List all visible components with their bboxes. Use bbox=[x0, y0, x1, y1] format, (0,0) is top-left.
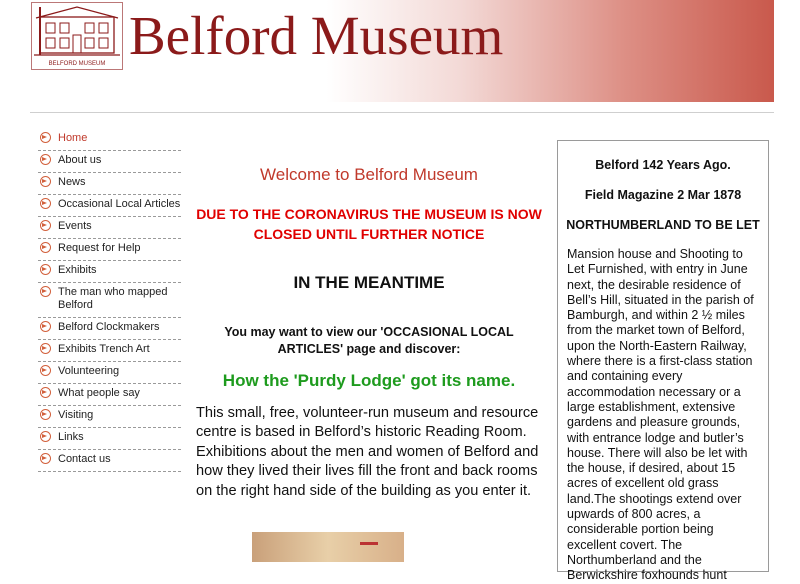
arrow-circle-icon bbox=[40, 387, 51, 398]
arrow-circle-icon bbox=[40, 453, 51, 464]
nav-label: Exhibits bbox=[58, 264, 97, 276]
welcome-heading: Welcome to Belford Museum bbox=[260, 165, 478, 184]
nav-label: Belford Clockmakers bbox=[58, 321, 160, 333]
meantime-heading: IN THE MEANTIME bbox=[293, 273, 445, 292]
nav-item-exhibits-trench-art[interactable] bbox=[38, 340, 181, 362]
nav-item-events[interactable] bbox=[38, 217, 181, 239]
purdy-lodge-link[interactable]: How the 'Purdy Lodge' got its name. bbox=[222, 371, 516, 390]
arrow-circle-icon bbox=[40, 242, 51, 253]
nav-item-occasional-local-articles[interactable] bbox=[38, 195, 181, 217]
sidebar-nav bbox=[38, 129, 181, 472]
nav-label: Occasional Local Articles bbox=[58, 198, 181, 210]
arrow-circle-icon bbox=[40, 132, 51, 143]
nav-item-visiting[interactable] bbox=[38, 406, 181, 428]
article-heading-title: NORTHUMBERLAND TO BE LET bbox=[566, 218, 760, 232]
arrow-circle-icon bbox=[40, 365, 51, 376]
nav-label: Home bbox=[58, 132, 88, 144]
articles-prompt: You may want to view our 'OCCASIONAL LOCAL ARTICLES' page and discover: bbox=[224, 325, 514, 356]
logo-caption: BELFORD MUSEUM bbox=[48, 61, 106, 67]
site-header bbox=[28, 0, 774, 102]
article-heading-year: Belford 142 Years Ago. bbox=[595, 158, 731, 172]
nav-item-contact-us[interactable] bbox=[38, 450, 181, 472]
nav-item-news[interactable] bbox=[38, 173, 181, 195]
nav-item-what-people-say[interactable] bbox=[38, 384, 181, 406]
arrow-circle-icon bbox=[40, 286, 51, 297]
nav-label: Request for Help bbox=[58, 242, 141, 254]
museum-building-icon bbox=[32, 3, 122, 61]
nav-item-volunteering[interactable] bbox=[38, 362, 181, 384]
site-title[interactable]: Belford Museum bbox=[129, 5, 504, 66]
nav-item-home[interactable] bbox=[38, 129, 181, 151]
arrow-circle-icon bbox=[40, 409, 51, 420]
arrow-circle-icon bbox=[40, 343, 51, 354]
arrow-circle-icon bbox=[40, 198, 51, 209]
nav-label: Volunteering bbox=[58, 365, 120, 377]
arrow-circle-icon bbox=[40, 321, 51, 332]
nav-label: The man who mapped Belford bbox=[58, 286, 168, 311]
nav-label: Events bbox=[58, 220, 92, 232]
nav-item-request-for-help[interactable] bbox=[38, 239, 181, 261]
museum-intro: This small, free, volunteer-run museum and resource centre is based in Belford’s historic Reading Room. Exhibitions about the men and women of Belford and how they lived their lives fill the front and back rooms on the right hand side of the building as you enter it. bbox=[196, 405, 539, 499]
nav-label: Exhibits Trench Art bbox=[58, 343, 150, 355]
main-content bbox=[190, 160, 548, 501]
nav-item-about-us[interactable] bbox=[38, 151, 181, 173]
arrow-circle-icon bbox=[40, 154, 51, 165]
nav-item-belford-clockmakers[interactable] bbox=[38, 318, 181, 340]
museum-photo bbox=[252, 532, 404, 562]
arrow-circle-icon bbox=[40, 220, 51, 231]
header-divider bbox=[30, 112, 774, 113]
arrow-circle-icon bbox=[40, 431, 51, 442]
nav-label: Contact us bbox=[58, 453, 111, 465]
history-article-panel bbox=[557, 140, 769, 583]
nav-item-exhibits[interactable] bbox=[38, 261, 181, 283]
nav-label: News bbox=[58, 176, 86, 188]
article-heading-source: Field Magazine 2 Mar 1878 bbox=[584, 188, 742, 202]
nav-label: What people say bbox=[58, 387, 140, 399]
article-body: Mansion house and Shooting to Let Furnished, with entry in June next, the desirable residence of Bell’s Hill, situated in the parish of Bamburgh, and within 2 ½ miles from the market town of Belford, upon the North-Eastern Railway, where there is a first-class station and containing every accommodation necessary or a large establishment, extensive gardens and pleasure grounds, with entrance lodge and butler’s house. There will also be let with the house, if desired, about 15 acres of excellent old grass land.The shootings extend over upwards of 800 acres, a considerable portion being excellent covert. The Northumberland and the Berwickshire foxhounds hunt bbox=[567, 247, 754, 583]
nav-label: Links bbox=[58, 431, 84, 443]
museum-logo[interactable] bbox=[31, 2, 123, 70]
closure-notice: DUE TO THE CORONAVIRUS THE MUSEUM IS NOW CLOSED UNTIL FURTHER NOTICE bbox=[196, 206, 542, 242]
nav-label: About us bbox=[58, 154, 102, 166]
nav-item-man-who-mapped-belford[interactable] bbox=[38, 283, 181, 318]
nav-item-links[interactable] bbox=[38, 428, 181, 450]
arrow-circle-icon bbox=[40, 176, 51, 187]
nav-label: Visiting bbox=[58, 409, 94, 421]
arrow-circle-icon bbox=[40, 264, 51, 275]
